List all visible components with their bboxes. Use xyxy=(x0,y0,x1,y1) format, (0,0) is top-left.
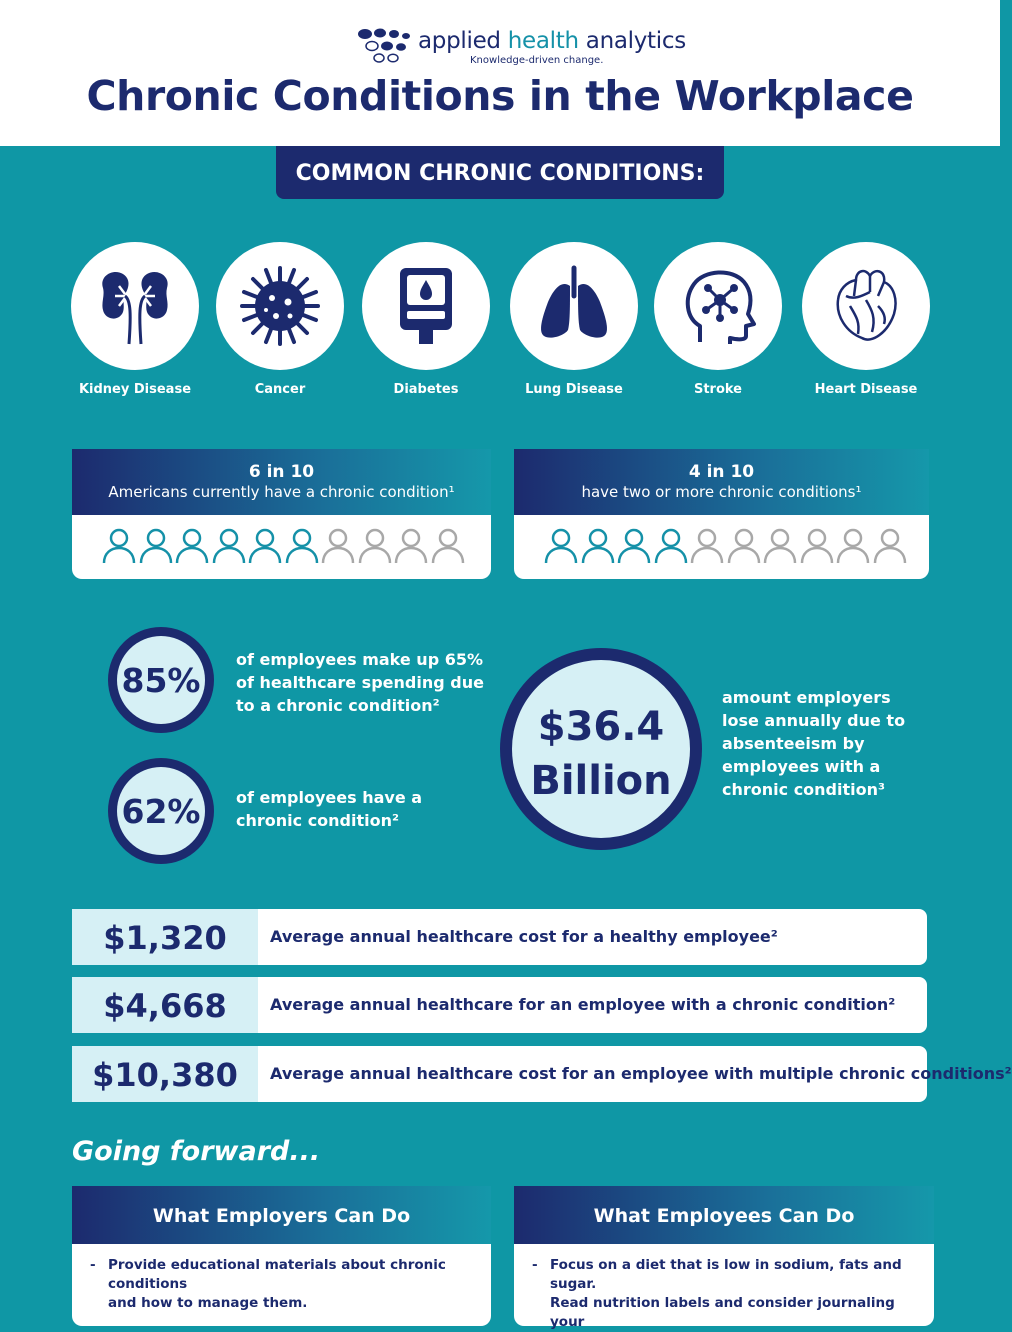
stat-card-4-in-10 xyxy=(514,449,929,579)
person-empty-icon xyxy=(431,527,465,565)
heart-icon xyxy=(826,266,906,346)
stat-big: 6 in 10 xyxy=(248,462,315,482)
condition-kidney xyxy=(70,242,200,397)
pct-value: 62% xyxy=(117,767,205,855)
lungs-icon xyxy=(534,266,614,346)
cancer-cell-icon xyxy=(240,266,320,346)
condition-heart xyxy=(801,242,931,397)
pct-text-line: to a chronic condition² xyxy=(236,696,440,715)
pct-85-text xyxy=(236,648,484,717)
pct-62-ring xyxy=(108,758,214,864)
pct-text-line: of employees make up 65% xyxy=(236,650,484,669)
pct-62-text xyxy=(236,786,422,832)
person-empty-icon xyxy=(727,527,761,565)
person-empty-icon xyxy=(800,527,834,565)
cost-row-multiple xyxy=(72,1046,1012,1102)
stat-card-6-in-10 xyxy=(72,449,491,579)
logo-word-applied: applied xyxy=(418,28,508,54)
person-filled-icon xyxy=(581,527,615,565)
glucose-meter-icon xyxy=(386,266,466,346)
person-empty-icon xyxy=(836,527,870,565)
employers-line: and how to manage them. xyxy=(108,1295,308,1311)
person-empty-icon xyxy=(358,527,392,565)
kidneys-icon xyxy=(95,266,175,346)
condition-circle xyxy=(71,242,199,370)
logo-word-analytics: analytics xyxy=(578,28,686,54)
cost-amount: $10,380 xyxy=(72,1046,258,1102)
condition-circle xyxy=(654,242,782,370)
logo-word-health: health xyxy=(507,28,579,54)
stat-card-header xyxy=(72,449,491,515)
pct-85-ring xyxy=(108,627,214,733)
billion-text xyxy=(722,686,905,801)
person-filled-icon xyxy=(139,527,173,565)
billion-ring xyxy=(500,648,702,850)
cost-amount: $4,668 xyxy=(72,977,258,1033)
cost-description: Average annual healthcare cost for an employee with multiple chronic conditions² xyxy=(270,1064,1012,1083)
logo-name xyxy=(418,28,686,54)
employees-line: Read nutrition labels and consider journaling your xyxy=(550,1295,895,1330)
employers-line: - Provide educational materials about chronic conditions xyxy=(108,1257,446,1292)
condition-label: Kidney Disease xyxy=(78,382,192,397)
pct-value: 85% xyxy=(117,636,205,724)
logo-tagline: Knowledge-driven change. xyxy=(470,55,604,66)
billion-text-line: amount employers xyxy=(722,688,891,707)
person-empty-icon xyxy=(763,527,797,565)
billion-text-line: absenteeism by xyxy=(722,734,865,753)
cost-row-healthy xyxy=(72,909,927,965)
person-filled-icon xyxy=(617,527,651,565)
person-filled-icon xyxy=(175,527,209,565)
billion-line2: Billion xyxy=(530,758,672,804)
condition-label: Stroke xyxy=(693,382,743,397)
person-filled-icon xyxy=(102,527,136,565)
pct-text-line: chronic condition² xyxy=(236,811,400,830)
pct-text-line: of employees have a xyxy=(236,788,423,807)
person-filled-icon xyxy=(654,527,688,565)
logo-dots-icon xyxy=(356,26,416,70)
going-forward-heading: Going forward... xyxy=(72,1136,321,1167)
condition-lung xyxy=(509,242,639,397)
employers-card-body xyxy=(72,1244,491,1313)
person-empty-icon xyxy=(690,527,724,565)
employers-card xyxy=(72,1186,491,1326)
employees-card-title: What Employees Can Do xyxy=(514,1186,934,1244)
condition-circle xyxy=(510,242,638,370)
person-filled-icon xyxy=(248,527,282,565)
cost-description: Average annual healthcare cost for a healthy employee² xyxy=(270,927,778,946)
billion-text-line: employees with a xyxy=(722,757,881,776)
condition-label: Lung Disease xyxy=(525,382,623,397)
condition-stroke xyxy=(653,242,783,397)
stat-card-header xyxy=(514,449,929,515)
billion-value xyxy=(512,660,690,838)
person-empty-icon xyxy=(394,527,428,565)
billion-text-line: lose annually due to xyxy=(722,711,906,730)
cost-row-chronic xyxy=(72,977,927,1033)
cost-amount: $1,320 xyxy=(72,909,258,965)
person-filled-icon xyxy=(212,527,246,565)
employees-line: - Focus on a diet that is low in sodium, fats and sugar. xyxy=(550,1257,902,1292)
person-empty-icon xyxy=(873,527,907,565)
employers-card-title: What Employers Can Do xyxy=(72,1186,491,1244)
employees-card-body xyxy=(514,1244,934,1332)
person-filled-icon xyxy=(285,527,319,565)
logo[interactable] xyxy=(356,26,686,70)
page-title: Chronic Conditions in the Workplace xyxy=(86,72,914,120)
condition-label: Cancer xyxy=(254,382,306,397)
billion-line1: $36.4 xyxy=(537,704,665,750)
condition-circle xyxy=(362,242,490,370)
condition-label: Heart Disease xyxy=(814,382,918,397)
cost-description: Average annual healthcare for an employee with a chronic condition² xyxy=(270,995,896,1014)
header xyxy=(0,0,1000,146)
stat-sub: Americans currently have a chronic condition¹ xyxy=(108,483,455,501)
condition-circle xyxy=(802,242,930,370)
person-empty-icon xyxy=(321,527,355,565)
pct-text-line: of healthcare spending due xyxy=(236,673,484,692)
condition-cancer xyxy=(215,242,345,397)
condition-circle xyxy=(216,242,344,370)
billion-text-line: chronic condition³ xyxy=(722,780,886,799)
stat-sub: have two or more chronic conditions¹ xyxy=(581,483,862,501)
condition-label: Diabetes xyxy=(393,382,459,397)
brain-head-icon xyxy=(678,266,758,346)
stat-big: 4 in 10 xyxy=(688,462,755,482)
section-banner: COMMON CHRONIC CONDITIONS: xyxy=(276,146,724,199)
person-filled-icon xyxy=(544,527,578,565)
employees-card xyxy=(514,1186,934,1330)
condition-diabetes xyxy=(361,242,491,397)
